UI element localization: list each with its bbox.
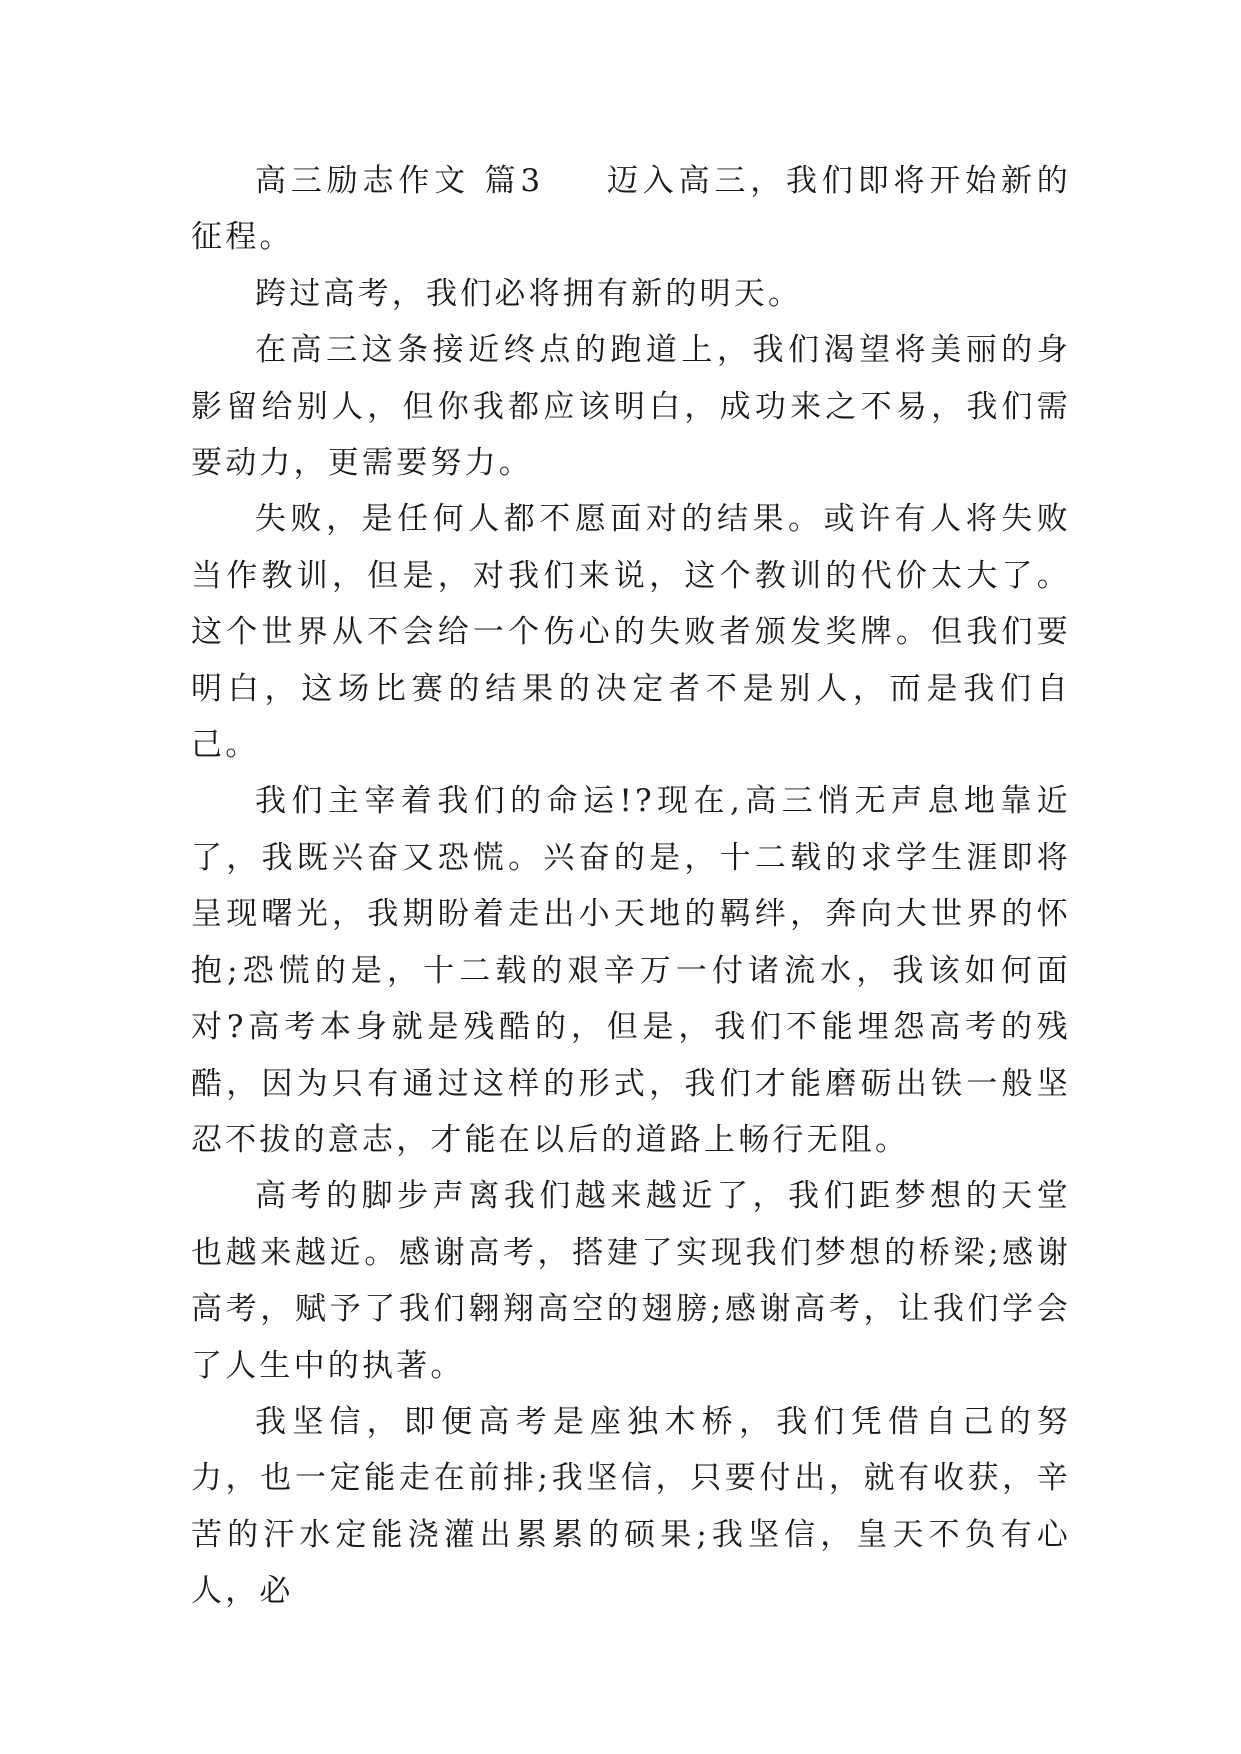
- paragraph: 我们主宰着我们的命运!?现在,高三悄无声息地靠近了，我既兴奋又恐慌。兴奋的是，十二载的求学生涯即将呈现曙光，我期盼着走出小天地的羁绊，奔向大世界的怀抱;恐慌的是，十二载的艰辛万一付诸流水，我该如何面对?高考本身就是残酷的，但是，我们不能埋怨高考的残酷，因为只有通过这样的形式，我们才能磨砺出铁一般坚忍不拔的意志，才能在以后的道路上畅行无阻。: [191, 783, 1071, 1158]
- paragraph: 跨过高考，我们必将拥有新的明天。: [255, 275, 803, 312]
- paragraph: 失败，是任何人都不愿面对的结果。或许有人将失败当作教训，但是，对我们来说，这个教训的代价太大了。这个世界从不会给一个伤心的失败者颁发奖牌。但我们要明白，这场比赛的结果的决定者不是别人，而是我们自己。: [191, 501, 1071, 764]
- paragraph: 我坚信，即便高考是座独木桥，我们凭借自己的努力，也一定能走在前排;我坚信，只要付出，就有收获，辛苦的汗水定能浇灌出累累的硕果;我坚信，皇天不负有心人，必: [191, 1403, 1071, 1610]
- first-paragraph: [191, 153, 1071, 266]
- document-body: [191, 153, 1071, 1620]
- essay-heading: 高三励志作文 篇3: [255, 163, 544, 199]
- paragraph: 高考的脚步声离我们越来越近了，我们距梦想的天堂也越来越近。感谢高考，搭建了实现我们梦想的桥梁;感谢高考，赋予了我们翱翔高空的翅膀;感谢高考，让我们学会了人生中的执著。: [191, 1178, 1071, 1384]
- paragraph: 在高三这条接近终点的跑道上，我们渴望将美丽的身影留给别人，但你我都应该明白，成功来之不易，我们需要动力，更需要努力。: [191, 332, 1071, 482]
- first-paragraph-text: 迈入高三，我们即将开始新的征程。: [191, 163, 1071, 256]
